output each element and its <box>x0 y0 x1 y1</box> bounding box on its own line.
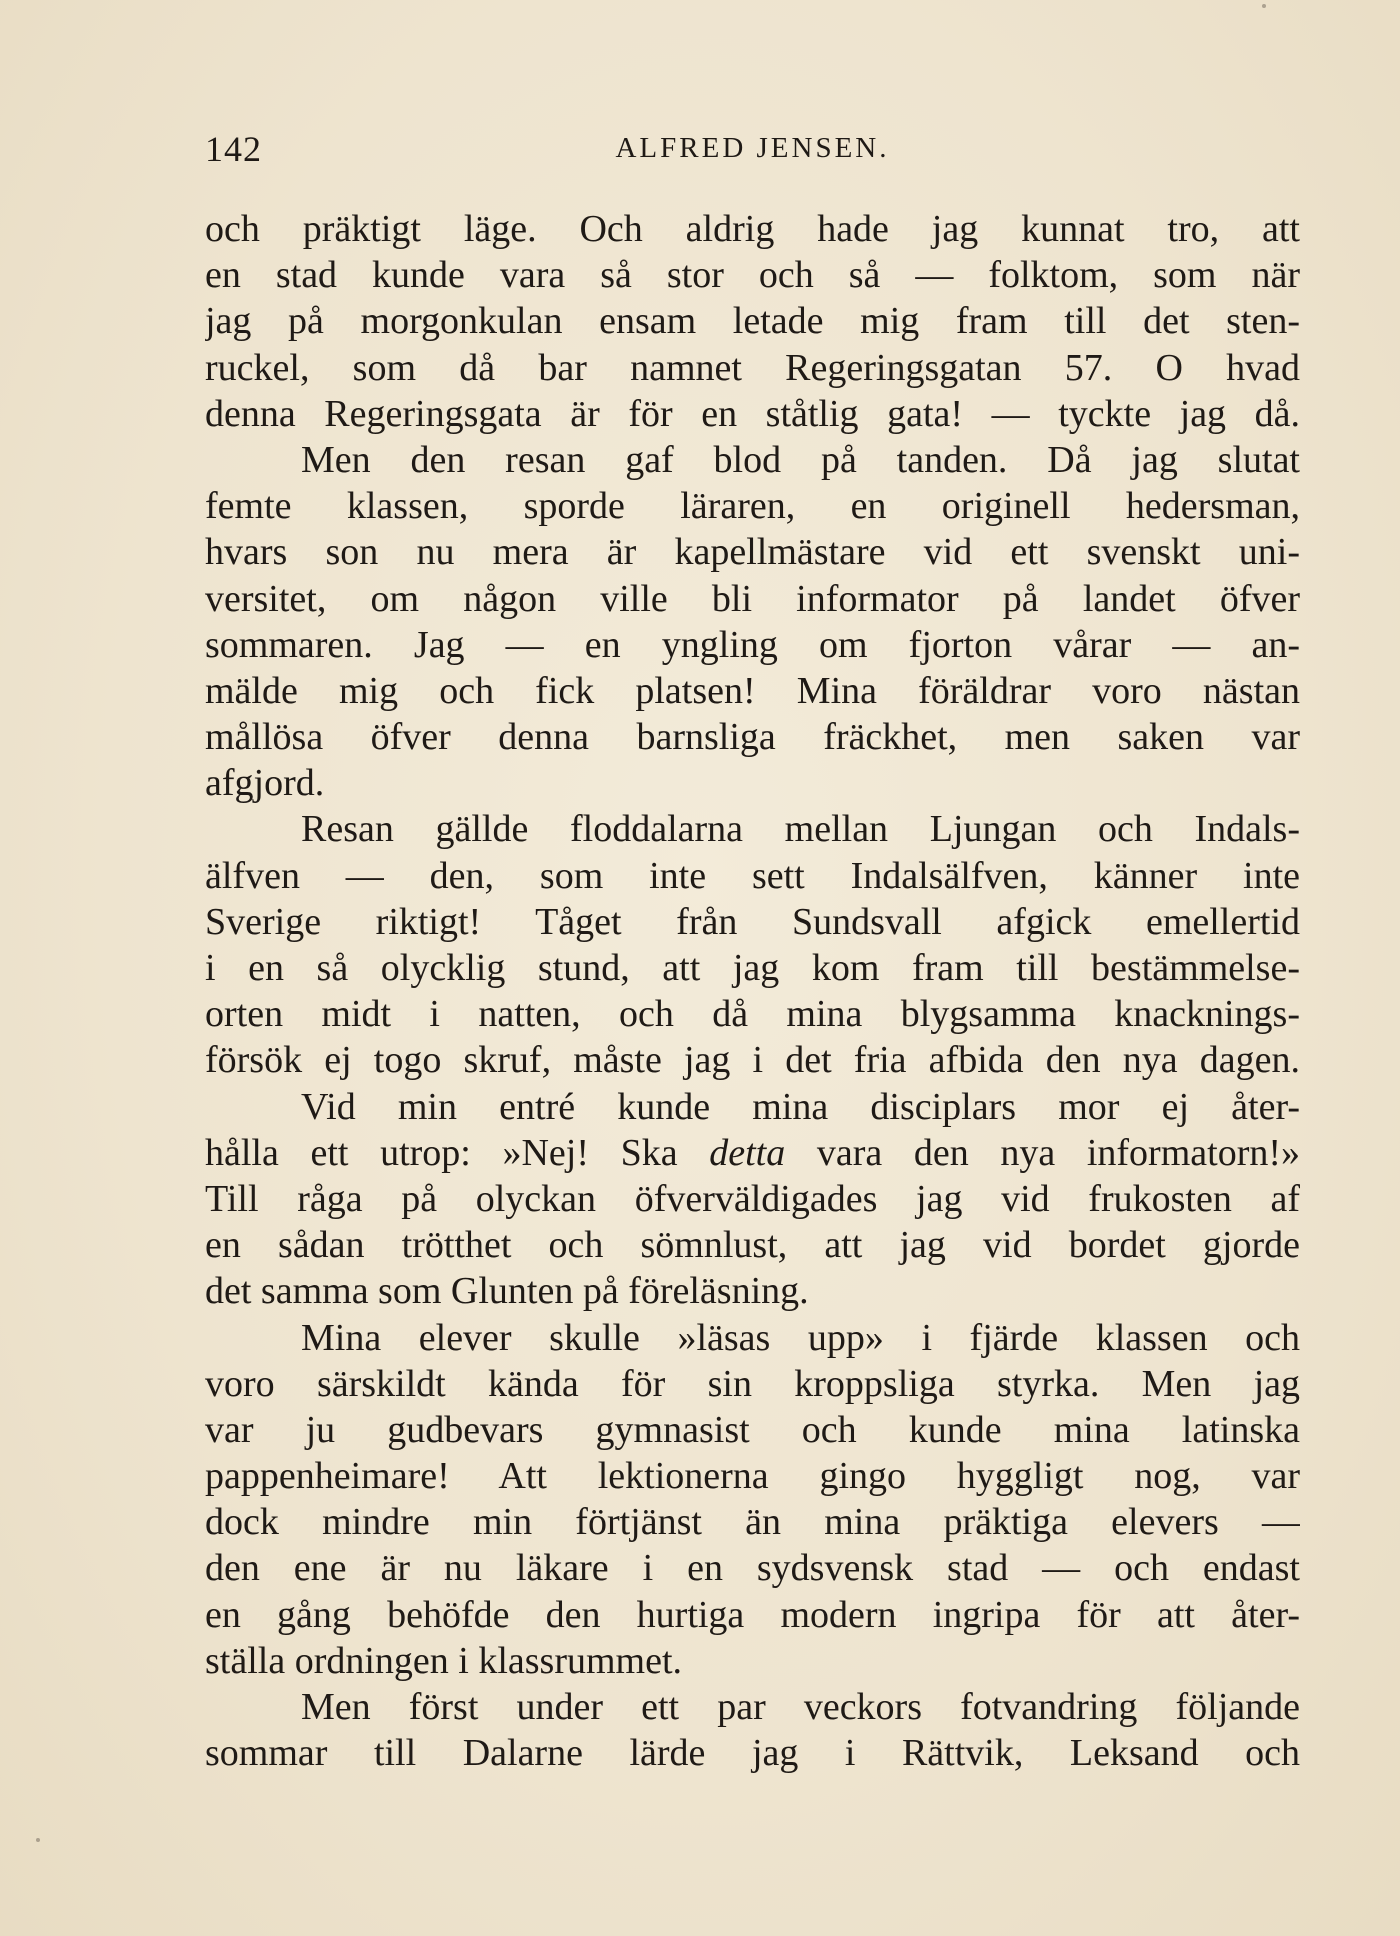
text-line: femte klassen, sporde läraren, en originell hedersman, <box>205 485 1300 528</box>
text-line: var ju gudbevars gymnasist och kunde mina latinska <box>205 1408 1300 1451</box>
paper-speck <box>36 1838 40 1842</box>
text-line: sommaren. Jag — en yngling om fjorton vårar — an- <box>205 623 1300 666</box>
text-line: en gång behöfde den hurtiga modern ingripa för att åter- <box>205 1593 1300 1636</box>
text-line: den ene är nu läkare i en sydsvensk stad — och endast <box>205 1547 1300 1590</box>
text-line: älfven — den, som inte sett Indalsälfven, känner inte <box>205 854 1300 897</box>
text-line: jag på morgonkulan ensam letade mig fram till det sten- <box>205 300 1300 343</box>
text-line: Mina elever skulle »läsas upp» i fjärde klassen och <box>301 1316 1300 1359</box>
text-line: orten midt i natten, och då mina blygsamma knacknings- <box>205 993 1300 1036</box>
text-line: det samma som Glunten på föreläsning. <box>205 1270 809 1313</box>
text-line: försök ej togo skruf, måste jag i det fria afbida den nya dagen. <box>205 1039 1300 1082</box>
text-line: versitet, om någon ville bli informator på landet öfver <box>205 577 1300 620</box>
text-line: pappenheimare! Att lektionerna gingo hyggligt nog, var <box>205 1455 1300 1498</box>
text-line: mållösa öfver denna barnsliga fräckhet, men saken var <box>205 716 1300 759</box>
text-line: en stad kunde vara så stor och så — folktom, som när <box>205 254 1300 297</box>
paper-speck <box>1262 4 1266 8</box>
running-head: ALFRED JENSEN. <box>615 132 890 164</box>
text-line: i en så olycklig stund, att jag kom fram till bestämmelse- <box>205 947 1300 989</box>
text-line: Till råga på olyckan öfverväldigades jag vid frukosten af <box>205 1177 1300 1220</box>
emphasis: detta <box>709 1131 786 1174</box>
text-line: ruckel, som då bar namnet Regeringsgatan 57. O hvad <box>205 346 1300 389</box>
text-line: Resan gällde floddalarna mellan Ljungan och Indals- <box>301 808 1300 851</box>
text-line: ställa ordningen i klassrummet. <box>205 1639 683 1682</box>
text-line: hålla ett utrop: »Nej! Ska detta vara den nya informatorn!» <box>205 1131 1300 1174</box>
text-line: och präktigt läge. Och aldrig hade jag kunnat tro, att <box>205 208 1300 250</box>
text-line: Sverige riktigt! Tåget från Sundsvall afgick emellertid <box>205 900 1300 943</box>
text-line: denna Regeringsgata är för en ståtlig gata! — tyckte jag då. <box>205 392 1300 435</box>
text-line: afgjord. <box>205 762 325 805</box>
text-line: voro särskildt kända för sin kroppsliga styrka. Men jag <box>205 1362 1300 1405</box>
body-text <box>205 206 1300 1776</box>
text-line: sommar till Dalarne lärde jag i Rättvik, Leksand och <box>205 1732 1300 1775</box>
text-line: en sådan trötthet och sömnlust, att jag vid bordet gjorde <box>205 1224 1300 1267</box>
text-line: mälde mig och fick platsen! Mina föräldrar voro nästan <box>205 669 1300 712</box>
text-line: Vid min entré kunde mina disciplars mor ej åter- <box>301 1085 1300 1128</box>
text-line: dock mindre min förtjänst än mina präktiga elevers — <box>205 1501 1300 1544</box>
text-line: hvars son nu mera är kapellmästare vid ett svenskt uni- <box>205 531 1300 574</box>
text-line: Men först under ett par veckors fotvandring följande <box>301 1686 1300 1728</box>
page-header <box>205 128 1300 168</box>
text-line: Men den resan gaf blod på tanden. Då jag slutat <box>301 438 1300 481</box>
page-number: 142 <box>205 129 262 169</box>
